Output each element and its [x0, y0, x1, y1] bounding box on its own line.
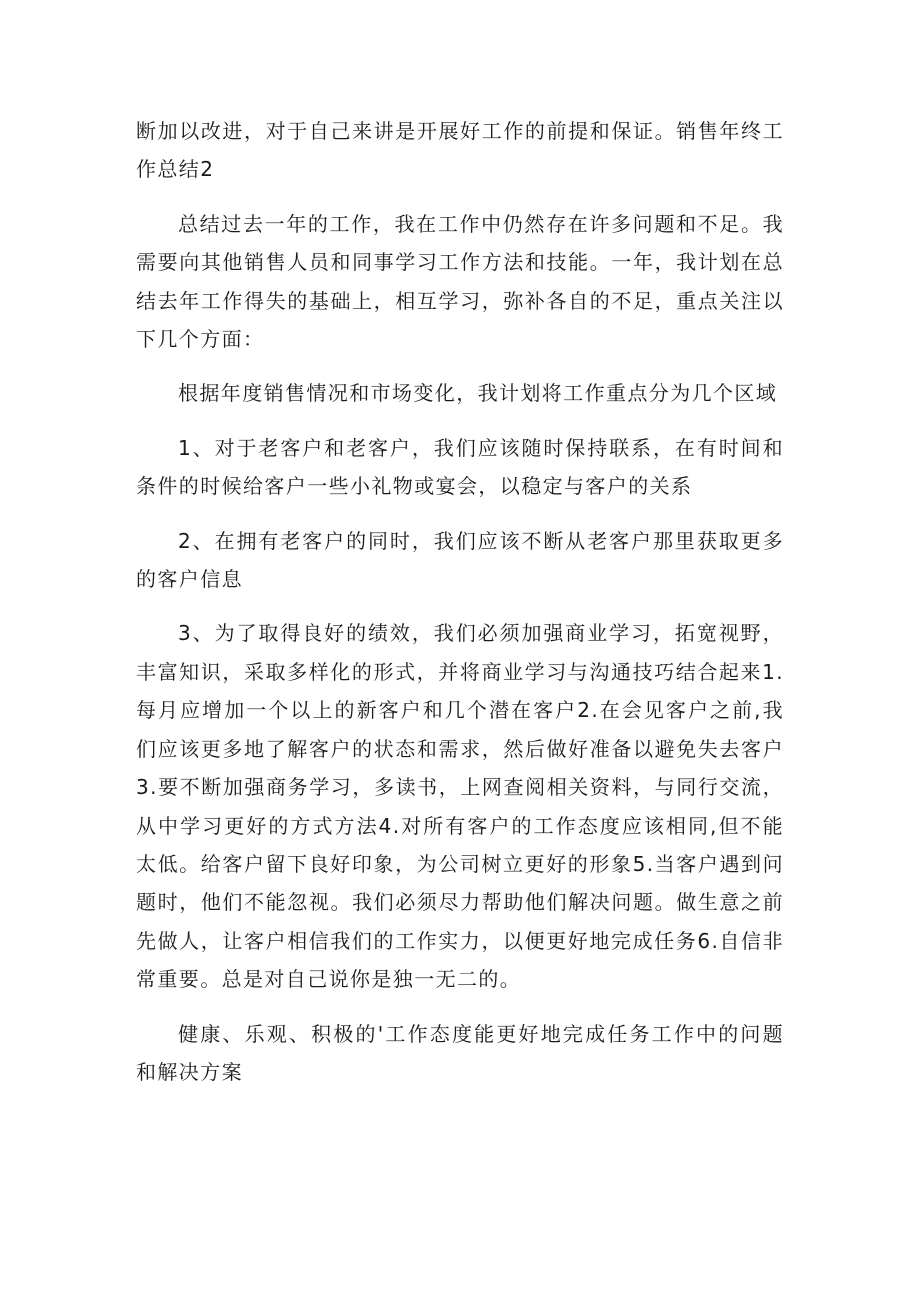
paragraph-7: 健康、乐观、积极的'工作态度能更好地完成任务工作中的问题和解决方案: [136, 1021, 784, 1084]
document-body: [136, 112, 784, 1107]
paragraph-2: 总结过去一年的工作，我在工作中仍然存在许多问题和不足。我需要向其他销售人员和同事学习工作方法和技能。一年，我计划在总结去年工作得失的基础上，相互学习，弥补各自的不足，重点关注以下几个方面：: [136, 211, 784, 352]
paragraph-5: 2、在拥有老客户的同时，我们应该不断从老客户那里获取更多的客户信息: [136, 528, 784, 592]
paragraph-6: 3、为了取得良好的绩效，我们必须加强商业学习，拓宽视野，丰富知识，采取多样化的形式，并将商业学习与沟通技巧结合起来1.每月应增加一个以上的新客户和几个潜在客户2.在会见客户之前,我们应该更多地了解客户的状态和需求，然后做好准备以避免失去客户3.要不断加强商务学习，多读书，上网查阅相关资料，与同行交流，从中学习更好的方式方法4.对所有客户的工作态度应该相同,但不能太低。给客户留下良好印象，为公司树立更好的形象5.当客户遇到问题时，他们不能忽视。我们必须尽力帮助他们解决问题。做生意之前先做人，让客户相信我们的工作实力，以便更好地完成任务6.自信非常重要。总是对自己说你是独一无二的。: [136, 621, 784, 992]
paragraph-1: 断加以改进，对于自己来讲是开展好工作的前提和保证。销售年终工作总结2: [136, 119, 784, 182]
paragraph-3: 根据年度销售情况和市场变化，我计划将工作重点分为几个区域: [178, 381, 778, 406]
paragraph-4: 1、对于老客户和老客户，我们应该随时保持联系，在有时间和条件的时候给客户一些小礼物或宴会，以稳定与客户的关系: [136, 435, 784, 499]
